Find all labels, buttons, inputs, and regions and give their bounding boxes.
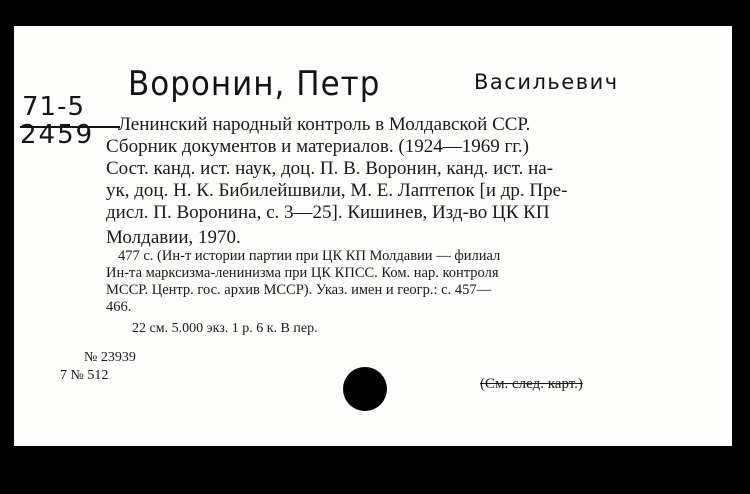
catalog-card bbox=[14, 26, 732, 446]
handwritten-author-name: Воронин, Петр bbox=[128, 64, 381, 104]
note-line-1: 477 с. (Ин-т истории партии при ЦК КП Молдавии — филиал bbox=[118, 248, 501, 264]
title-line-3: Сост. канд. ист. наук, доц. П. В. Воронин, канд. ист. на- bbox=[106, 158, 554, 179]
title-line-5: дисл. П. Воронина, с. 3—25]. Кишинев, Изд-во ЦК КП bbox=[106, 202, 550, 223]
call-number-bottom: 2459 bbox=[20, 120, 95, 150]
title-line-1: Ленинский народный контроль в Молдавской ССР. bbox=[118, 114, 531, 135]
call-number-top: 71-5 bbox=[22, 92, 86, 122]
continued-note-struck: (См. след. карт.) bbox=[480, 376, 583, 392]
title-line-2: Сборник документов и материалов. (1924—1969 гг.) bbox=[106, 136, 529, 157]
card-punch-hole bbox=[343, 367, 387, 411]
accession-number-1: № 23939 bbox=[84, 350, 136, 365]
title-line-4: ук, доц. Н. К. Бибилейшвили, М. Е. Лаптепок [и др. Пре- bbox=[106, 180, 568, 201]
technical-line: 22 см. 5.000 экз. 1 р. 6 к. В пер. bbox=[132, 321, 318, 336]
title-line-6: Молдавии, 1970. bbox=[106, 227, 241, 248]
handwritten-patronymic: Васильевич bbox=[474, 70, 619, 94]
accession-number-2: 7 № 512 bbox=[60, 368, 109, 383]
note-line-2: Ин-та марксизма-ленинизма при ЦК КПСС. Ком. нар. контроля bbox=[106, 265, 499, 281]
note-line-4: 466. bbox=[106, 299, 132, 315]
note-line-3: МССР. Центр. гос. архив МССР). Указ. имен и геогр.: с. 457— bbox=[106, 282, 492, 298]
